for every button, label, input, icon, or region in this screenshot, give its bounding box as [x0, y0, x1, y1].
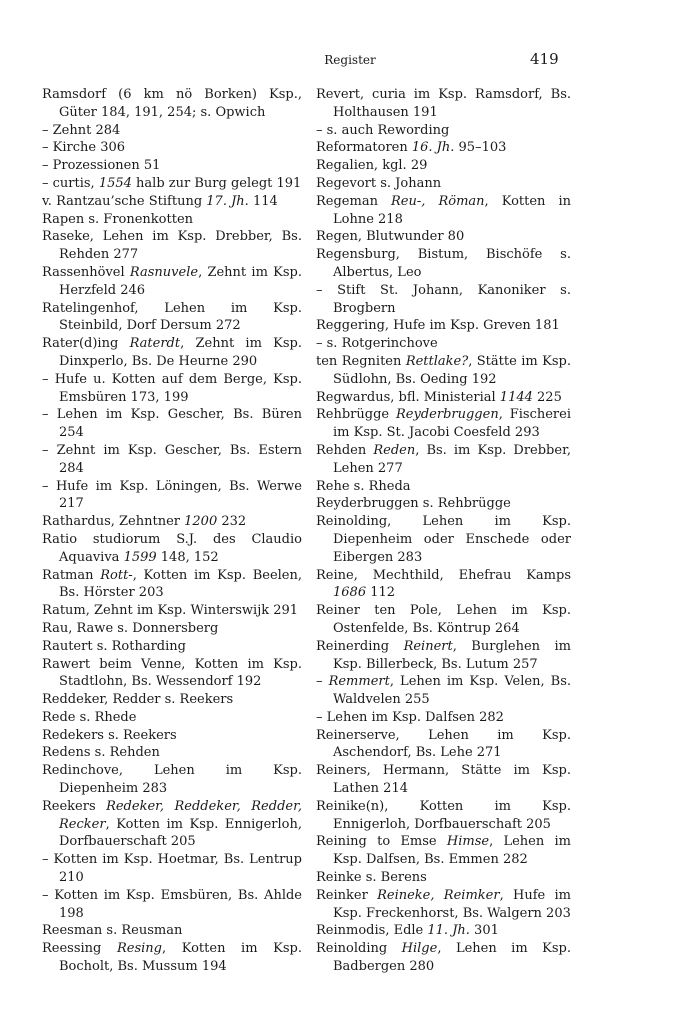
- index-entry: ten Regniten Rettlake?, Stätte im Ksp. Südlohn, Bs. Oeding 192: [316, 353, 572, 387]
- index-entry: Ramsdorf (6 km nö Borken) Ksp., Güter 184, 191, 254; s. Opwich: [42, 87, 302, 120]
- index-entry: Reinker Reineke, Reimker, Hufe im Ksp. Freckenhorst, Bs. Walgern 203: [316, 887, 571, 921]
- index-entry: – Lehen im Ksp. Gescher, Bs. Büren 254: [42, 407, 302, 441]
- index-entry: Regen, Blutwunder 80: [316, 229, 465, 245]
- index-entry: Reessing Resing, Kotten im Ksp. Bocholt, Bs. Mussum 194: [42, 941, 302, 975]
- index-entry: – s. Rotgerinchove: [316, 336, 438, 352]
- index-entry: Redinchove, Lehen im Ksp. Diepenheim 283: [42, 763, 302, 797]
- index-entry: Ratio studiorum S.J. des Claudio Aquaviva 1599 148, 152: [42, 531, 302, 565]
- index-entry: Reine, Mechthild, Ehefrau Kamps 1686 112: [316, 567, 571, 601]
- index-entry: v. Rantzau’sche Stiftung 17. Jh. 114: [42, 193, 278, 209]
- index-entry: Reyderbruggen s. Rehbrügge: [316, 496, 511, 512]
- index-entry: Reiner ten Pole, Lehen im Ksp. Ostenfelde, Bs. Köntrup 264: [316, 603, 571, 636]
- index-entry: – Hufe u. Kotten auf dem Berge, Ksp. Emsbüren 173, 199: [42, 371, 302, 405]
- index-entry: Reinike(n), Kotten im Ksp. Ennigerloh, Dorfbauerschaft 205: [316, 798, 571, 832]
- index-entry: Reinolding Hilge, Lehen im Ksp. Badbergen 280: [316, 941, 571, 975]
- index-entry: Revert, curia im Ksp. Ramsdorf, Bs. Holthausen 191: [316, 87, 571, 120]
- index-entry: Reddeker, Redder s. Reekers: [42, 692, 234, 708]
- index-entry: Reinke s. Berens: [316, 870, 427, 886]
- index-entry: – s. auch Rewording: [316, 122, 450, 138]
- index-entry: Ratman Rott-, Kotten im Ksp. Beelen, Bs. Hörster 203: [42, 567, 302, 601]
- index-entry: Regensburg, Bistum, Bischöfe s. Albertus, Leo: [316, 247, 571, 280]
- index-entry: – Lehen im Ksp. Dalfsen 282: [316, 709, 504, 725]
- index-entry: – Zehnt 284: [42, 122, 121, 138]
- page-header-title: Register: [324, 53, 376, 67]
- index-entry: Regevort s. Johann: [316, 175, 442, 191]
- index-entry: Reesman s. Reusman: [42, 923, 183, 939]
- index-entry: Rehden Reden, Bs. im Ksp. Drebber, Lehen 277: [316, 442, 571, 476]
- index-entry: Rathardus, Zehntner 1200 232: [42, 514, 247, 530]
- index-entry: Reinolding, Lehen im Ksp. Diepenheim oder Enschede oder Eibergen 283: [316, 514, 571, 565]
- index-entry: – Stift St. Johann, Kanoniker s. Brogbern: [316, 282, 571, 316]
- index-entry: – Kirche 306: [42, 140, 126, 156]
- index-entry: – Kotten im Ksp. Emsbüren, Bs. Ahlde 198: [42, 887, 302, 921]
- index-entry: – Zehnt im Ksp. Gescher, Bs. Estern 284: [42, 442, 302, 476]
- index-entry: Rater(d)ing Raterdt, Zehnt im Ksp. Dinxperlo, Bs. De Heurne 290: [42, 336, 303, 369]
- index-entry: Regwardus, bfl. Ministerial 1144 225: [316, 389, 562, 405]
- index-entry: Regeman Reu-, Röman, Kotten in Lohne 218: [316, 193, 571, 227]
- index-entry: Reinerserve, Lehen im Ksp. Aschendorf, Bs. Lehe 271: [316, 727, 571, 761]
- index-entry: Reinerding Reinert, Burglehen im Ksp. Billerbeck, Bs. Lutum 257: [316, 638, 571, 672]
- index-entry: – Hufe im Ksp. Löningen, Bs. Werwe 217: [42, 478, 302, 512]
- index-entry: – Prozessionen 51: [42, 158, 161, 174]
- index-entry: Rehbrügge Reyderbruggen, Fischerei im Ksp. St. Jacobi Coesfeld 293: [316, 407, 572, 441]
- page-number: 419: [530, 50, 559, 68]
- index-column-right: [316, 86, 571, 976]
- index-entry: Rassenhövel Rasnuvele, Zehnt im Ksp. Herzfeld 246: [42, 264, 302, 298]
- index-entry: Rau, Rawe s. Donnersberg: [42, 620, 219, 636]
- index-entry: Reiners, Hermann, Stätte im Ksp. Lathen 214: [316, 763, 571, 797]
- index-entry: Ratelingenhof, Lehen im Ksp. Steinbild, Dorf Dersum 272: [42, 300, 302, 334]
- index-entry: – Remmert, Lehen im Ksp. Velen, Bs. Waldvelen 255: [316, 674, 572, 708]
- index-entry: Redekers s. Reekers: [42, 727, 177, 743]
- index-entry: Rautert s. Rotharding: [42, 638, 186, 654]
- index-entry: Reformatoren 16. Jh. 95–103: [316, 140, 507, 156]
- index-entry: Reining to Emse Himse, Lehen im Ksp. Dalfsen, Bs. Emmen 282: [316, 834, 571, 868]
- index-column-left: [42, 86, 302, 976]
- index-entry: Raseke, Lehen im Ksp. Drebber, Bs. Rehden 277: [42, 229, 302, 263]
- index-entry: Ratum, Zehnt im Ksp. Winterswijk 291: [42, 603, 299, 619]
- index-entry: Reekers Redeker, Reddeker, Redder, Recker, Kotten im Ksp. Ennigerloh, Dorfbauerschaft 205: [42, 798, 302, 850]
- index-entry: Rawert beim Venne, Kotten im Ksp. Stadtlohn, Bs. Wessendorf 192: [42, 656, 302, 690]
- index-entry: Regalien, kgl. 29: [316, 158, 428, 174]
- index-entry: – Kotten im Ksp. Hoetmar, Bs. Lentrup 210: [42, 852, 302, 886]
- index-entry: Reggering, Hufe im Ksp. Greven 181: [316, 318, 560, 334]
- index-entry: Rede s. Rhede: [42, 709, 137, 725]
- index-entry: – curtis, 1554 halb zur Burg gelegt 191: [42, 175, 302, 191]
- index-entry: Reinmodis, Edle 11. Jh. 301: [316, 923, 499, 939]
- index-entry: Rehe s. Rheda: [316, 478, 411, 494]
- index-entry: Redens s. Rehden: [42, 745, 160, 761]
- index-entry: Rapen s. Fronenkotten: [42, 211, 194, 227]
